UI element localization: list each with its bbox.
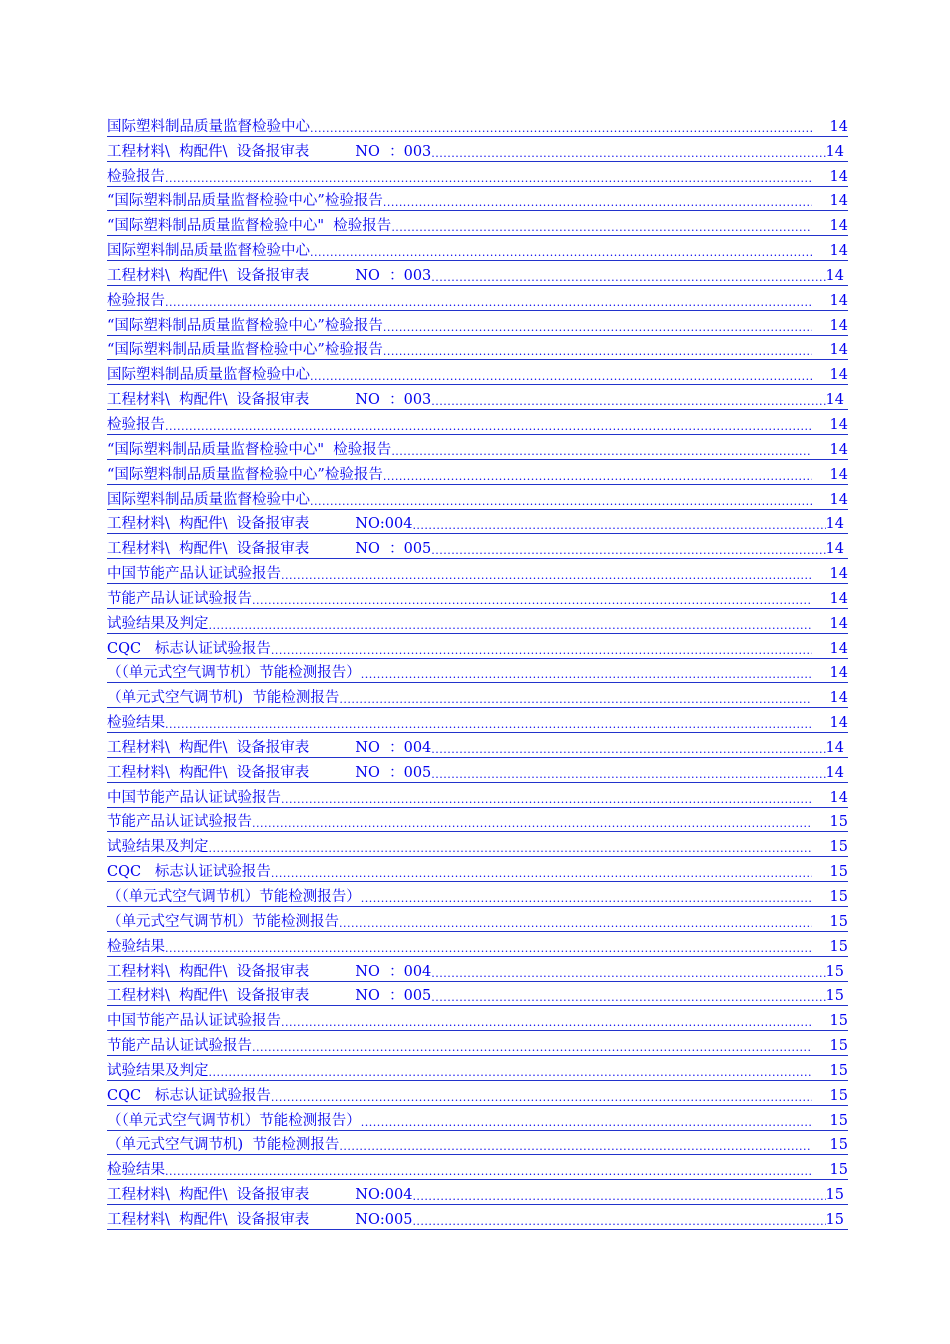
toc-entry-link[interactable] — [107, 609, 848, 634]
toc-entry-link[interactable] — [107, 112, 848, 137]
toc-page-number: 15 — [829, 1013, 848, 1030]
toc-dot-leader — [361, 667, 812, 682]
toc-entry-title: “国际塑料制品质量监督检验中心”检验报告 — [107, 317, 383, 334]
toc-page-number: 15 — [829, 1137, 848, 1154]
toc-entry-link[interactable] — [107, 1155, 848, 1180]
toc-entry-title: 检验结果 — [107, 1162, 165, 1179]
toc-page-number: 14 — [829, 218, 848, 235]
toc-dot-leader — [165, 941, 812, 956]
toc-page-number: 14 — [829, 441, 848, 458]
toc-entry-title: 工程材料\ 构配件\ 设备报审表 NO:005 — [107, 1211, 413, 1228]
toc-entry-link[interactable] — [107, 808, 848, 833]
toc-entry-title: 试验结果及判定 — [107, 1062, 209, 1079]
toc-entry-link[interactable] — [107, 460, 848, 485]
toc-entry-title: “国际塑料制品质量监督检验中心" 检验报告 — [107, 218, 392, 235]
toc-entry-title: （（单元式空气调节机）节能检测报告） — [107, 889, 361, 905]
toc-entry-link[interactable] — [107, 236, 848, 261]
toc-entry-title: 国际塑料制品质量监督检验中心 — [107, 118, 310, 135]
toc-entry-title: 工程材料\ 构配件\ 设备报审表 NO:004 — [107, 1187, 413, 1204]
toc-entry-title: 检验结果 — [107, 938, 165, 955]
toc-page-number: 14 — [829, 715, 848, 732]
toc-dot-leader — [165, 717, 812, 732]
toc-page-number: 14 — [829, 615, 848, 632]
toc-entry-link[interactable] — [107, 957, 848, 982]
toc-entry-link[interactable] — [107, 708, 848, 733]
toc-page-number: 15 — [825, 1211, 844, 1228]
toc-entry-title: “国际塑料制品质量监督检验中心”检验报告 — [107, 193, 383, 210]
toc-page-number: 14 — [829, 168, 848, 185]
toc-entry-title: CQC 标志认证试验报告 — [107, 864, 271, 881]
toc-page-number: 15 — [829, 1112, 848, 1129]
toc-entry-link[interactable] — [107, 410, 848, 435]
toc-entry-title: 国际塑料制品质量监督检验中心 — [107, 491, 310, 508]
toc-page-number: 15 — [829, 839, 848, 856]
toc-dot-leader — [165, 1164, 812, 1179]
toc-page-number: 14 — [825, 516, 844, 533]
toc-entry-title: 国际塑料制品质量监督检验中心 — [107, 367, 310, 384]
toc-dot-leader — [271, 1090, 812, 1105]
toc-page-number: 14 — [829, 193, 848, 210]
toc-dot-leader — [310, 494, 812, 509]
toc-dot-leader — [431, 270, 825, 285]
toc-entry-link[interactable] — [107, 857, 848, 882]
toc-entry-title: 工程材料\ 构配件\ 设备报审表 NO ：003 — [107, 267, 432, 284]
toc-dot-leader — [431, 394, 825, 409]
table-of-contents — [107, 112, 848, 1230]
toc-entry-link[interactable] — [107, 1131, 848, 1156]
toc-entry-link[interactable] — [107, 1056, 848, 1081]
toc-page-number: 15 — [829, 864, 848, 881]
toc-entry-title: 工程材料\ 构配件\ 设备报审表 NO ：003 — [107, 143, 432, 160]
toc-page-number: 15 — [829, 1087, 848, 1104]
toc-dot-leader — [383, 195, 812, 210]
toc-dot-leader — [361, 891, 812, 906]
toc-page-number: 14 — [829, 665, 848, 682]
toc-entry-title: 工程材料\ 构配件\ 设备报审表 NO ：005 — [107, 988, 432, 1005]
toc-dot-leader — [209, 618, 812, 633]
toc-entry-link[interactable] — [107, 683, 848, 708]
toc-page-number: 15 — [829, 889, 848, 905]
toc-entry-title: 工程材料\ 构配件\ 设备报审表 NO ：004 — [107, 963, 432, 980]
toc-page-number: 15 — [829, 938, 848, 955]
toc-page-number: 14 — [825, 764, 844, 781]
toc-page-number: 15 — [825, 1187, 844, 1204]
toc-entry-link[interactable] — [107, 783, 848, 808]
toc-page-number: 15 — [829, 1062, 848, 1079]
toc-dot-leader — [281, 1015, 812, 1030]
toc-entry-title: 检验报告 — [107, 168, 165, 185]
toc-entry-link[interactable] — [107, 659, 848, 684]
toc-entry-title: 工程材料\ 构配件\ 设备报审表 NO ：004 — [107, 739, 432, 756]
toc-entry-link[interactable] — [107, 733, 848, 758]
toc-page-number: 14 — [829, 342, 848, 359]
toc-entry-title: 节能产品认证试验报告 — [107, 1038, 252, 1055]
toc-entry-link[interactable] — [107, 832, 848, 857]
toc-page-number: 14 — [829, 466, 848, 483]
toc-dot-leader — [431, 767, 825, 782]
toc-entry-link[interactable] — [107, 336, 848, 361]
toc-dot-leader — [412, 518, 825, 533]
toc-entry-title: 工程材料\ 构配件\ 设备报审表 NO ：003 — [107, 392, 432, 409]
toc-page-number: 14 — [825, 267, 844, 284]
toc-entry-link[interactable] — [107, 634, 848, 659]
toc-page-number: 15 — [829, 1162, 848, 1179]
toc-dot-leader — [412, 1189, 825, 1204]
toc-dot-leader — [431, 966, 825, 981]
toc-entry-title: 中国节能产品认证试验报告 — [107, 1013, 281, 1030]
toc-page-number: 15 — [829, 1038, 848, 1055]
toc-entry-title: 检验报告 — [107, 292, 165, 309]
toc-entry-title: 中国节能产品认证试验报告 — [107, 566, 281, 583]
toc-page-number: 14 — [829, 566, 848, 583]
toc-dot-leader — [339, 692, 811, 707]
toc-entry-title: “国际塑料制品质量监督检验中心”检验报告 — [107, 342, 383, 359]
toc-page-number: 14 — [829, 640, 848, 657]
toc-page-number: 14 — [825, 143, 844, 160]
toc-dot-leader — [209, 841, 812, 856]
toc-page-number: 14 — [829, 317, 848, 334]
toc-dot-leader — [431, 990, 825, 1005]
toc-entry-title: （单元式空气调节机) 节能检测报告 — [107, 690, 340, 707]
toc-dot-leader — [361, 1115, 812, 1130]
toc-entry-link[interactable] — [107, 162, 848, 187]
toc-entry-title: 试验结果及判定 — [107, 839, 209, 856]
toc-entry-link[interactable] — [107, 559, 848, 584]
toc-entry-title: （（单元式空气调节机）节能检测报告） — [107, 1112, 361, 1129]
toc-entry-link[interactable] — [107, 510, 848, 535]
toc-dot-leader — [165, 171, 812, 186]
toc-entry-link[interactable] — [107, 286, 848, 311]
toc-entry-link[interactable] — [107, 211, 848, 236]
toc-entry-link[interactable] — [107, 1106, 848, 1131]
toc-entry-link[interactable] — [107, 584, 848, 609]
toc-entry-link[interactable] — [107, 907, 848, 932]
toc-entry-link[interactable] — [107, 261, 848, 286]
toc-page-number: 14 — [829, 789, 848, 806]
toc-page-number: 15 — [829, 814, 848, 831]
toc-dot-leader — [252, 1040, 812, 1055]
toc-dot-leader — [412, 1214, 825, 1229]
toc-dot-leader — [339, 916, 812, 931]
toc-page-number: 14 — [829, 590, 848, 607]
toc-dot-leader — [431, 742, 825, 757]
toc-entry-link[interactable] — [107, 1081, 848, 1106]
toc-page-number: 14 — [825, 392, 844, 409]
toc-dot-leader — [165, 419, 812, 434]
toc-page-number: 14 — [829, 367, 848, 384]
toc-entry-title: 检验报告 — [107, 416, 165, 433]
toc-dot-leader — [431, 543, 825, 558]
toc-dot-leader — [165, 295, 812, 310]
toc-dot-leader — [383, 320, 812, 335]
toc-entry-title: “国际塑料制品质量监督检验中心" 检验报告 — [107, 441, 392, 458]
toc-entry-link[interactable] — [107, 187, 848, 212]
toc-entry-title: 节能产品认证试验报告 — [107, 590, 252, 607]
toc-entry-link[interactable] — [107, 435, 848, 460]
toc-entry-link[interactable] — [107, 485, 848, 510]
toc-entry-title: CQC 标志认证试验报告 — [107, 640, 271, 657]
toc-entry-title: （单元式空气调节机）节能检测报告 — [107, 913, 339, 930]
toc-dot-leader — [383, 469, 812, 484]
toc-entry-link[interactable] — [107, 1006, 848, 1031]
toc-dot-leader — [310, 245, 812, 260]
toc-entry-link[interactable] — [107, 1205, 848, 1230]
toc-page-number: 15 — [825, 963, 844, 980]
toc-entry-title: 工程材料\ 构配件\ 设备报审表 NO:004 — [107, 516, 413, 533]
toc-entry-link[interactable] — [107, 311, 848, 336]
toc-entry-link[interactable] — [107, 932, 848, 957]
toc-entry-link[interactable] — [107, 982, 848, 1007]
toc-entry-title: 节能产品认证试验报告 — [107, 814, 252, 831]
toc-dot-leader — [271, 866, 812, 881]
toc-page-number: 14 — [829, 118, 848, 135]
toc-entry-title: CQC 标志认证试验报告 — [107, 1087, 271, 1104]
toc-entry-title: 检验结果 — [107, 715, 165, 732]
toc-entry-link[interactable] — [107, 137, 848, 162]
toc-entry-title: “国际塑料制品质量监督检验中心”检验报告 — [107, 466, 383, 483]
toc-entry-title: （单元式空气调节机) 节能检测报告 — [107, 1137, 340, 1154]
toc-dot-leader — [281, 568, 812, 583]
toc-entry-title: 工程材料\ 构配件\ 设备报审表 NO ：005 — [107, 541, 432, 558]
toc-dot-leader — [383, 344, 812, 359]
toc-entry-title: 试验结果及判定 — [107, 615, 209, 632]
toc-dot-leader — [281, 792, 812, 807]
toc-page-number: 15 — [825, 988, 844, 1005]
toc-dot-leader — [252, 816, 812, 831]
toc-entry-title: （（单元式空气调节机）节能检测报告） — [107, 665, 361, 682]
toc-entry-title: 中国节能产品认证试验报告 — [107, 789, 281, 806]
toc-entry-link[interactable] — [107, 1180, 848, 1205]
toc-page-number: 14 — [829, 292, 848, 309]
toc-entry-title: 国际塑料制品质量监督检验中心 — [107, 243, 310, 260]
toc-page-number: 14 — [825, 739, 844, 756]
toc-page-number: 14 — [825, 541, 844, 558]
toc-dot-leader — [310, 121, 812, 136]
toc-page-number: 14 — [829, 491, 848, 508]
toc-dot-leader — [310, 369, 812, 384]
toc-page-number: 14 — [829, 416, 848, 433]
toc-entry-link[interactable] — [107, 882, 848, 907]
toc-dot-leader — [339, 1139, 811, 1154]
toc-page-number: 14 — [829, 243, 848, 260]
toc-dot-leader — [431, 146, 825, 161]
toc-entry-link[interactable] — [107, 1031, 848, 1056]
toc-entry-link[interactable] — [107, 758, 848, 783]
toc-entry-title: 工程材料\ 构配件\ 设备报审表 NO ：005 — [107, 764, 432, 781]
toc-page-number: 14 — [829, 690, 848, 707]
toc-dot-leader — [391, 220, 811, 235]
toc-entry-link[interactable] — [107, 534, 848, 559]
toc-entry-link[interactable] — [107, 385, 848, 410]
toc-entry-link[interactable] — [107, 360, 848, 385]
toc-dot-leader — [271, 643, 812, 658]
toc-dot-leader — [391, 444, 811, 459]
toc-page-number: 15 — [829, 913, 848, 930]
toc-dot-leader — [209, 1065, 812, 1080]
toc-dot-leader — [252, 593, 812, 608]
